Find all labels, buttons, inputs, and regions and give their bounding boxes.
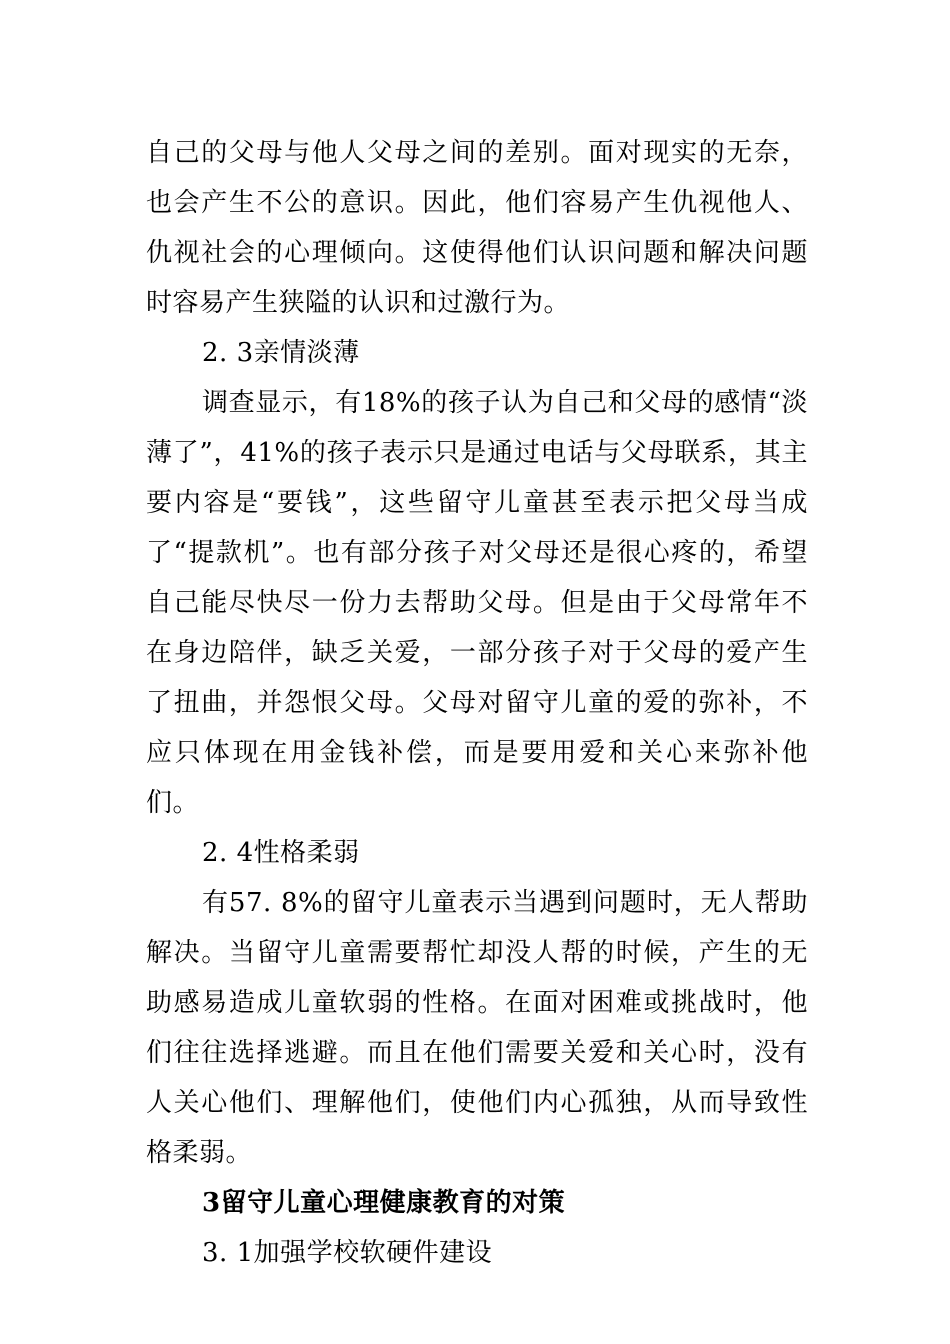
paragraph-2-4: 有57. 8%的留守儿童表示当遇到问题时，无人帮助解决。当留守儿童需要帮忙却没人帮的时候，产生的无助感易造成儿童软弱的性格。在面对困难或挑战时，他们往往选择逃避。而且在他们需要关爱和关心时，没有人关心他们、理解他们，使他们内心孤独，从而导致性格柔弱。 xyxy=(146,888,808,1168)
paragraph-2-3: 调查显示，有18%的孩子认为自己和父母的感情“淡薄了”，41%的孩子表示只是通过电话与父母联系，其主要内容是“要钱”，这些留守儿童甚至表示把父母当成了“提款机”。也有部分孩子对父母还是很心疼的，希望自己能尽快尽一份力去帮助父母。但是由于父母常年不在身边陪伴，缺乏关爱，一部分孩子对于父母的爱产生了扭曲，并怨恨父母。父母对留守儿童的爱的弥补，不应只体现在用金钱补偿，而是要用爱和关心来弥补他们。 xyxy=(146,388,808,818)
paragraph-continuation: 自己的父母与他人父母之间的差别。面对现实的无奈，也会产生不公的意识。因此，他们容易产生仇视他人、仇视社会的心理倾向。这使得他们认识问题和解决问题时容易产生狭隘的认识和过激行为。 xyxy=(146,138,808,318)
section-heading-2-3: 2. 3亲情淡薄 xyxy=(202,338,360,368)
chapter-heading-3: 3留守儿童心理健康教育的对策 xyxy=(202,1188,566,1218)
section-heading-2-4: 2. 4性格柔弱 xyxy=(202,838,360,868)
section-heading-3-1: 3. 1加强学校软硬件建设 xyxy=(202,1238,493,1268)
document-page xyxy=(146,128,808,1278)
